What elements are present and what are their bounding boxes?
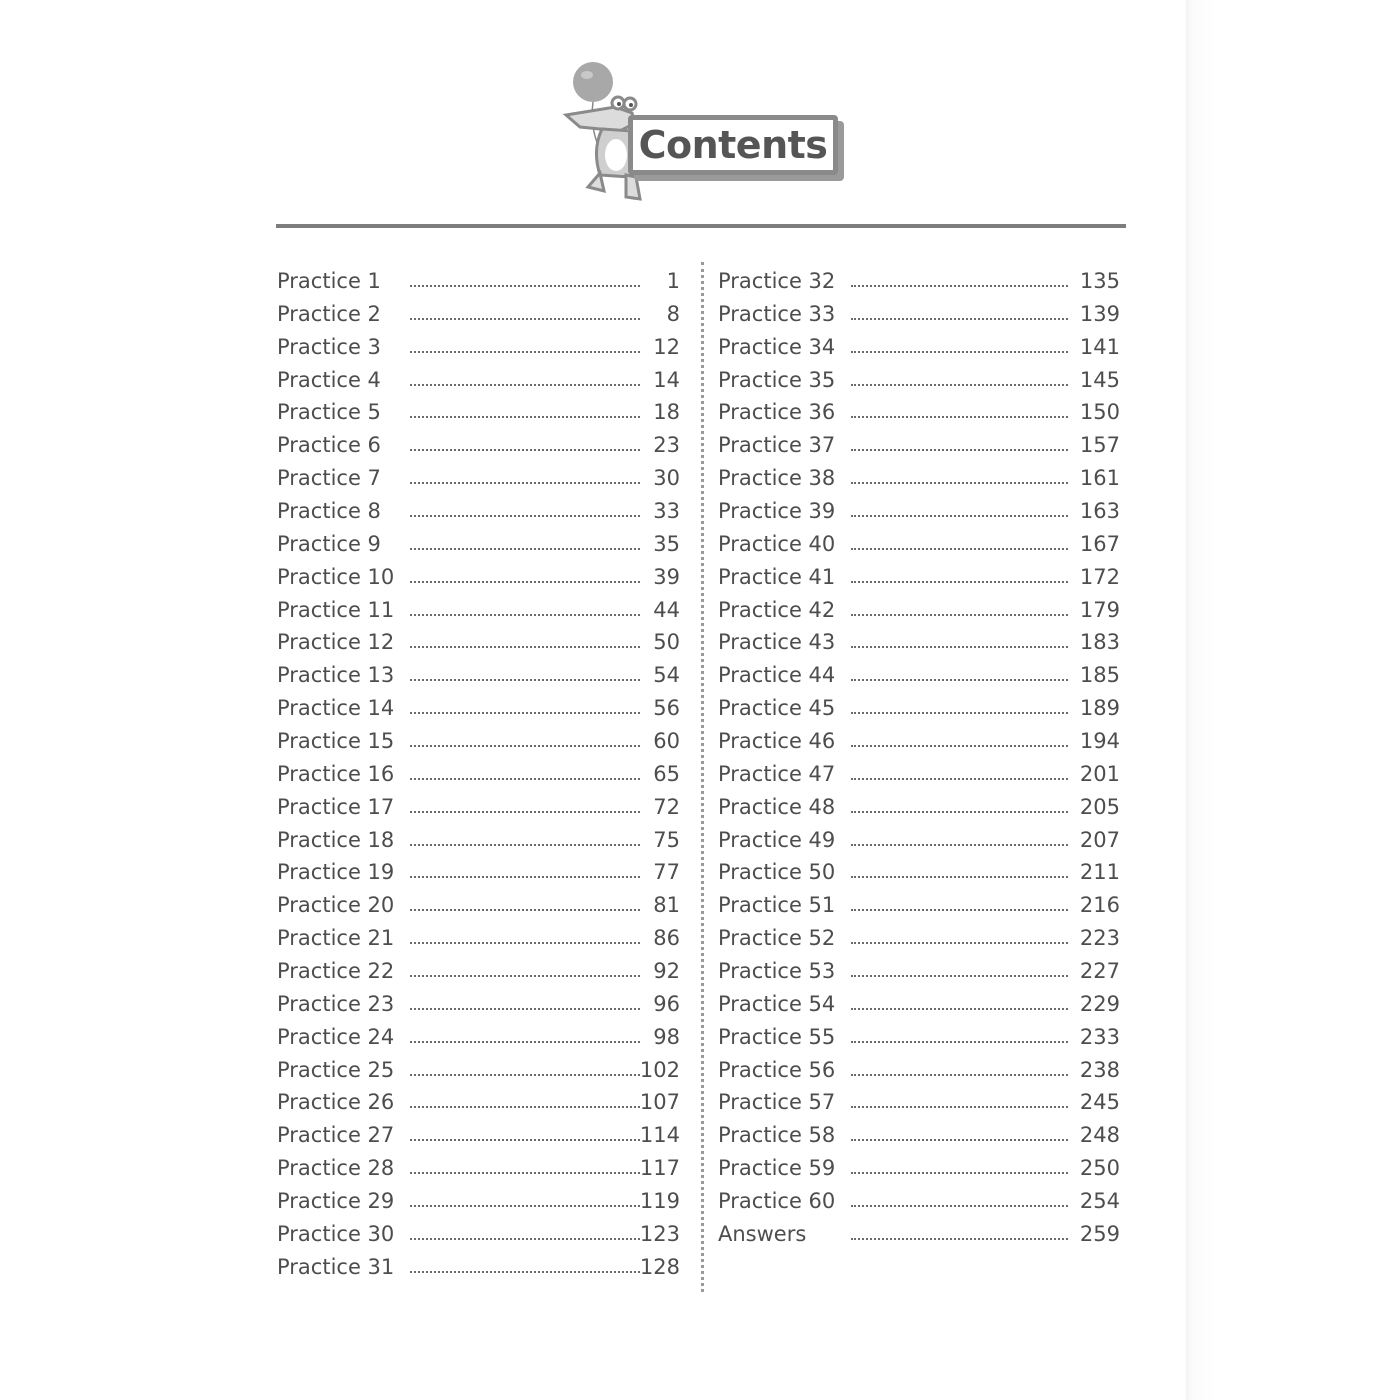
toc-entry-label: Practice 49 [718, 827, 836, 852]
toc-entry [277, 594, 680, 627]
toc-entry [718, 265, 1120, 298]
toc-entry [277, 1119, 680, 1152]
toc-leader-dots [851, 515, 1068, 517]
toc-entry-page: 77 [653, 860, 680, 885]
toc-entry [277, 1086, 680, 1119]
toc-entry-label: Practice 50 [718, 860, 836, 885]
toc-entry-label: Practice 43 [718, 630, 836, 655]
toc-entry [277, 692, 680, 725]
toc-entry-label: Practice 45 [718, 696, 836, 721]
toc-entry-page: 92 [653, 959, 680, 984]
toc-entry [277, 1218, 680, 1251]
toc-entry-page: 150 [1079, 400, 1120, 425]
toc-leader-dots [851, 285, 1068, 287]
toc-leader-dots [410, 614, 640, 616]
toc-entry-page: 65 [653, 761, 680, 786]
toc-entry-page: 161 [1079, 466, 1120, 491]
toc-entry-page: 35 [653, 531, 680, 556]
toc-entry [277, 495, 680, 528]
toc-entry-page: 139 [1079, 301, 1120, 326]
toc-leader-dots [851, 614, 1068, 616]
toc-entry-label: Practice 35 [718, 367, 836, 392]
toc-entry [277, 1021, 680, 1054]
toc-entry-label: Practice 51 [718, 893, 836, 918]
toc-entry-label: Practice 53 [718, 959, 836, 984]
toc-entry-page: 205 [1079, 794, 1120, 819]
toc-entry-page: 8 [666, 301, 680, 326]
toc-leader-dots [851, 449, 1068, 451]
toc-entry-page: 248 [1079, 1123, 1120, 1148]
contents-header [560, 55, 850, 215]
toc-entry-page: 163 [1079, 499, 1120, 524]
toc-entry-label: Practice 21 [277, 926, 395, 951]
toc-leader-dots [851, 745, 1068, 747]
toc-entry-label: Practice 5 [277, 400, 381, 425]
toc-leader-dots [851, 1106, 1068, 1108]
toc-leader-dots [851, 876, 1068, 878]
toc-leader-dots [410, 351, 640, 353]
toc-leader-dots [851, 351, 1068, 353]
toc-entry [277, 528, 680, 561]
toc-entry-label: Practice 24 [277, 1024, 395, 1049]
toc-entry [277, 1251, 680, 1284]
toc-entry-page: 75 [653, 827, 680, 852]
toc-entry-label: Practice 17 [277, 794, 395, 819]
toc-entry [718, 1086, 1120, 1119]
toc-entry [718, 364, 1120, 397]
toc-leader-dots [410, 1271, 640, 1273]
toc-leader-dots [851, 548, 1068, 550]
toc-entry-page: 98 [653, 1024, 680, 1049]
toc-entry-label: Practice 27 [277, 1123, 395, 1148]
toc-leader-dots [851, 712, 1068, 714]
toc-entry-page: 183 [1079, 630, 1120, 655]
toc-entry [718, 1185, 1120, 1218]
toc-entry-page: 216 [1079, 893, 1120, 918]
toc-leader-dots [410, 1074, 640, 1076]
toc-entry-page: 86 [653, 926, 680, 951]
toc-entry-label: Practice 54 [718, 991, 836, 1016]
title-box [628, 115, 838, 175]
toc-entry [277, 396, 680, 429]
toc-entry [718, 561, 1120, 594]
toc-leader-dots [851, 1205, 1068, 1207]
toc-entry-page: 194 [1079, 729, 1120, 754]
toc-entry-label: Practice 40 [718, 531, 836, 556]
toc-entry-page: 102 [639, 1057, 680, 1082]
toc-entry [277, 462, 680, 495]
toc-entry-label: Practice 58 [718, 1123, 836, 1148]
toc-entry-page: 172 [1079, 564, 1120, 589]
toc-entry-label: Answers [718, 1221, 807, 1246]
toc-entry-page: 167 [1079, 531, 1120, 556]
toc-leader-dots [851, 1041, 1068, 1043]
toc-entry-page: 39 [653, 564, 680, 589]
toc-leader-dots [410, 712, 640, 714]
toc-entry [718, 824, 1120, 857]
toc-entry-page: 179 [1079, 597, 1120, 622]
toc-entry-label: Practice 34 [718, 334, 836, 359]
toc-entry [277, 659, 680, 692]
toc-leader-dots [851, 679, 1068, 681]
toc-leader-dots [410, 844, 640, 846]
toc-entry-label: Practice 8 [277, 499, 381, 524]
toc-leader-dots [410, 318, 640, 320]
toc-entry [277, 824, 680, 857]
toc-entry [718, 594, 1120, 627]
toc-entry-page: 60 [653, 729, 680, 754]
toc-entry [277, 265, 680, 298]
toc-leader-dots [410, 1008, 640, 1010]
toc-leader-dots [410, 548, 640, 550]
toc-left-column [277, 265, 680, 1284]
toc-entry [277, 889, 680, 922]
toc-entry [277, 429, 680, 462]
toc-entry-page: 201 [1079, 761, 1120, 786]
toc-entry-page: 128 [639, 1254, 680, 1279]
toc-entry-page: 23 [653, 433, 680, 458]
toc-entry [718, 659, 1120, 692]
toc-entry-page: 119 [639, 1189, 680, 1214]
toc-leader-dots [851, 1172, 1068, 1174]
toc-entry-label: Practice 1 [277, 269, 381, 293]
toc-right-column [718, 265, 1120, 1251]
toc-entry [718, 626, 1120, 659]
toc-entry-page: 223 [1079, 926, 1120, 951]
toc-leader-dots [851, 844, 1068, 846]
toc-entry-label: Practice 44 [718, 663, 836, 688]
toc-leader-dots [851, 482, 1068, 484]
toc-entry [718, 988, 1120, 1021]
toc-entry-page: 81 [653, 893, 680, 918]
toc-entry-label: Practice 16 [277, 761, 395, 786]
toc-entry-page: 107 [639, 1090, 680, 1115]
toc-leader-dots [410, 1139, 640, 1141]
toc-entry-label: Practice 23 [277, 991, 395, 1016]
toc-entry-page: 18 [653, 400, 680, 425]
toc-entry-label: Practice 56 [718, 1057, 836, 1082]
toc-entry [718, 429, 1120, 462]
toc-entry-page: 33 [653, 499, 680, 524]
toc-entry-page: 207 [1079, 827, 1120, 852]
toc-entry [277, 922, 680, 955]
toc-entry-page: 114 [639, 1123, 680, 1148]
toc-entry-label: Practice 3 [277, 334, 381, 359]
toc-entry-page: 117 [639, 1156, 680, 1181]
toc-entry [277, 988, 680, 1021]
toc-leader-dots [851, 646, 1068, 648]
toc-entry-page: 245 [1079, 1090, 1120, 1115]
toc-entry-page: 96 [653, 991, 680, 1016]
toc-entry-label: Practice 6 [277, 433, 381, 458]
toc-entry-label: Practice 39 [718, 499, 836, 524]
toc-entry-label: Practice 20 [277, 893, 395, 918]
toc-entry [718, 396, 1120, 429]
toc-entry [718, 462, 1120, 495]
toc-entry-label: Practice 47 [718, 761, 836, 786]
toc-entry [718, 955, 1120, 988]
toc-entry-label: Practice 41 [718, 564, 836, 589]
toc-leader-dots [851, 1139, 1068, 1141]
toc-leader-dots [410, 778, 640, 780]
toc-leader-dots [851, 1008, 1068, 1010]
toc-entry-label: Practice 28 [277, 1156, 395, 1181]
toc-entry-page: 211 [1079, 860, 1120, 885]
toc-entry-label: Practice 55 [718, 1024, 836, 1049]
toc-entry [718, 331, 1120, 364]
toc-leader-dots [851, 318, 1068, 320]
toc-entry-label: Practice 4 [277, 367, 381, 392]
toc-entry [718, 528, 1120, 561]
toc-leader-dots [410, 745, 640, 747]
toc-entry-label: Practice 52 [718, 926, 836, 951]
toc-leader-dots [851, 811, 1068, 813]
toc-entry [718, 298, 1120, 331]
toc-entry-page: 189 [1079, 696, 1120, 721]
page-title: Contents [638, 123, 828, 167]
toc-entry-label: Practice 30 [277, 1221, 395, 1246]
toc-entry-label: Practice 42 [718, 597, 836, 622]
column-divider [701, 262, 704, 1292]
toc-entry [277, 626, 680, 659]
toc-entry-page: 12 [653, 334, 680, 359]
toc-entry [718, 889, 1120, 922]
toc-leader-dots [410, 1238, 640, 1240]
toc-entry-page: 157 [1079, 433, 1120, 458]
toc-leader-dots [410, 581, 640, 583]
toc-entry-label: Practice 57 [718, 1090, 836, 1115]
toc-entry [277, 856, 680, 889]
toc-entry-page: 56 [653, 696, 680, 721]
toc-leader-dots [851, 975, 1068, 977]
toc-leader-dots [851, 1074, 1068, 1076]
toc-entry-page: 238 [1079, 1057, 1120, 1082]
toc-entry-page: 259 [1079, 1221, 1120, 1246]
toc-leader-dots [410, 811, 640, 813]
toc-entry-page: 123 [639, 1221, 680, 1246]
toc-entry [277, 955, 680, 988]
toc-entry-page: 135 [1079, 269, 1120, 293]
toc-entry [718, 495, 1120, 528]
toc-entry [718, 1021, 1120, 1054]
toc-entry-page: 50 [653, 630, 680, 655]
toc-entry-page: 227 [1079, 959, 1120, 984]
toc-leader-dots [410, 1205, 640, 1207]
toc-leader-dots [410, 942, 640, 944]
toc-entry [718, 1119, 1120, 1152]
toc-leader-dots [410, 449, 640, 451]
toc-leader-dots [410, 876, 640, 878]
toc-leader-dots [851, 1238, 1068, 1240]
toc-entry-label: Practice 9 [277, 531, 381, 556]
toc-entry [718, 1152, 1120, 1185]
toc-entry [718, 1054, 1120, 1087]
toc-entry-label: Practice 15 [277, 729, 395, 754]
toc-leader-dots [851, 581, 1068, 583]
toc-entry-label: Practice 2 [277, 301, 381, 326]
toc-entry [718, 791, 1120, 824]
toc-entry [718, 1218, 1120, 1251]
toc-entry [277, 561, 680, 594]
toc-leader-dots [410, 482, 640, 484]
toc-entry [718, 856, 1120, 889]
toc-entry-page: 72 [653, 794, 680, 819]
toc-entry [277, 791, 680, 824]
header-rule [276, 224, 1126, 228]
toc-entry-label: Practice 22 [277, 959, 395, 984]
toc-entry [277, 725, 680, 758]
toc-entry-page: 233 [1079, 1024, 1120, 1049]
toc-leader-dots [410, 975, 640, 977]
toc-entry-label: Practice 26 [277, 1090, 395, 1115]
toc-entry-label: Practice 25 [277, 1057, 395, 1082]
toc-entry-page: 30 [653, 466, 680, 491]
toc-leader-dots [851, 384, 1068, 386]
toc-entry [277, 758, 680, 791]
toc-entry-page: 185 [1079, 663, 1120, 688]
toc-entry [277, 331, 680, 364]
toc-entry-page: 1 [666, 269, 680, 293]
toc-entry-label: Practice 36 [718, 400, 836, 425]
toc-entry-page: 250 [1079, 1156, 1120, 1181]
toc-entry-label: Practice 29 [277, 1189, 395, 1214]
toc-leader-dots [410, 1106, 640, 1108]
toc-entry [718, 922, 1120, 955]
toc-entry-label: Practice 33 [718, 301, 836, 326]
toc-leader-dots [851, 909, 1068, 911]
toc-leader-dots [410, 515, 640, 517]
page-edge-shadow [1186, 0, 1400, 1400]
toc-entry-page: 254 [1079, 1189, 1120, 1214]
toc-entry [718, 725, 1120, 758]
toc-entry-page: 44 [653, 597, 680, 622]
toc-entry-label: Practice 46 [718, 729, 836, 754]
toc-entry-label: Practice 14 [277, 696, 395, 721]
toc-entry-page: 54 [653, 663, 680, 688]
toc-entry-label: Practice 13 [277, 663, 395, 688]
toc-entry-label: Practice 10 [277, 564, 395, 589]
toc-leader-dots [851, 416, 1068, 418]
toc-entry [718, 692, 1120, 725]
toc-entry-page: 145 [1079, 367, 1120, 392]
toc-entry-label: Practice 11 [277, 597, 395, 622]
toc-entry-label: Practice 38 [718, 466, 836, 491]
toc-leader-dots [410, 384, 640, 386]
toc-entry-label: Practice 37 [718, 433, 836, 458]
toc-entry [277, 1054, 680, 1087]
toc-entry-label: Practice 18 [277, 827, 395, 852]
toc-entry [277, 1185, 680, 1218]
toc-entry-page: 14 [653, 367, 680, 392]
toc-entry-label: Practice 60 [718, 1189, 836, 1214]
toc-leader-dots [410, 646, 640, 648]
toc-entry-label: Practice 32 [718, 269, 836, 293]
toc-entry-page: 229 [1079, 991, 1120, 1016]
toc-leader-dots [410, 909, 640, 911]
toc-entry-label: Practice 31 [277, 1254, 395, 1279]
toc-leader-dots [851, 778, 1068, 780]
toc-leader-dots [410, 679, 640, 681]
toc-entry [277, 1152, 680, 1185]
toc-entry [718, 758, 1120, 791]
toc-entry-label: Practice 59 [718, 1156, 836, 1181]
toc-entry [277, 364, 680, 397]
toc-leader-dots [410, 1041, 640, 1043]
toc-entry-label: Practice 12 [277, 630, 395, 655]
toc-entry-page: 141 [1079, 334, 1120, 359]
toc-entry-label: Practice 7 [277, 466, 381, 491]
toc-entry-label: Practice 19 [277, 860, 395, 885]
toc-entry-label: Practice 48 [718, 794, 836, 819]
toc-leader-dots [851, 942, 1068, 944]
toc-leader-dots [410, 416, 640, 418]
toc-leader-dots [410, 285, 640, 287]
toc-entry [277, 298, 680, 331]
toc-leader-dots [410, 1172, 640, 1174]
